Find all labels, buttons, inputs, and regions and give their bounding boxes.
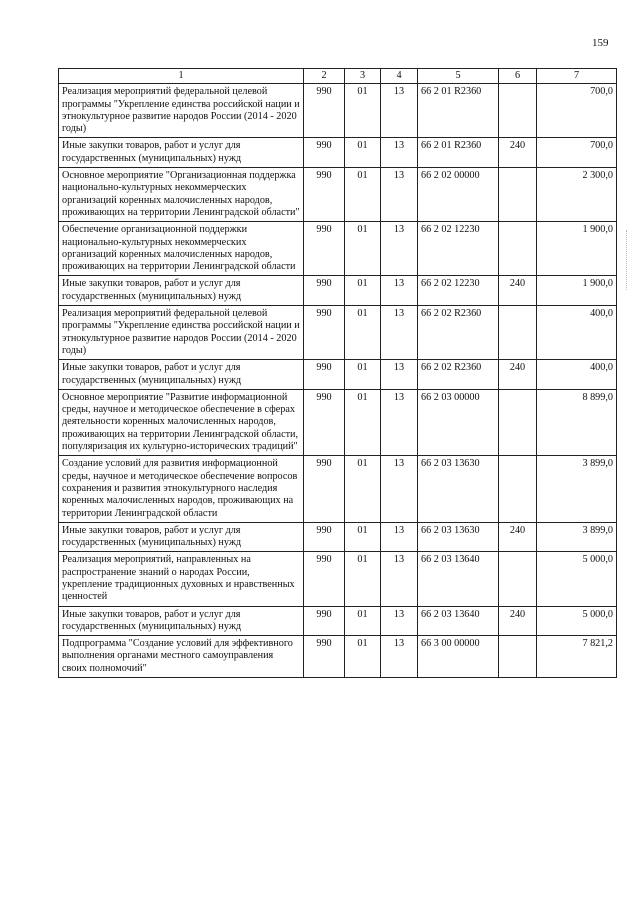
expense-name-cell: Иные закупки товаров, работ и услуг для государственных (муниципальных) нужд [59, 522, 304, 552]
table-row [59, 306, 617, 360]
subsection-code-cell: 13 [381, 168, 418, 222]
expense-type-cell: 240 [499, 522, 537, 552]
expense-type-cell [499, 306, 537, 360]
expense-name-cell: Иные закупки товаров, работ и услуг для государственных (муниципальных) нужд [59, 138, 304, 168]
subsection-code-cell: 13 [381, 222, 418, 276]
expense-type-cell: 240 [499, 138, 537, 168]
grbs-code-cell: 990 [304, 84, 345, 138]
table-row [59, 168, 617, 222]
column-header: 4 [381, 69, 418, 84]
target-article-cell: 66 2 03 13630 [418, 522, 499, 552]
column-header: 3 [345, 69, 381, 84]
expense-type-cell [499, 456, 537, 522]
expense-type-cell [499, 84, 537, 138]
expense-name-cell: Создание условий для развития информационной среды, научное и методическое обеспечение вопросов сохранения и развития этнокультурного наследия коренных малочисленных народов, проживающих на территории Ленинградской области [59, 456, 304, 522]
table-row [59, 276, 617, 306]
expense-name-cell: Иные закупки товаров, работ и услуг для государственных (муниципальных) нужд [59, 360, 304, 390]
expense-name-cell: Обеспечение организационной поддержки национально-культурных некоммерческих организаций коренных малочисленных народов, проживающих на территории Ленинградской области [59, 222, 304, 276]
amount-cell: 400,0 [537, 306, 617, 360]
grbs-code-cell: 990 [304, 606, 345, 636]
budget-table-body [59, 69, 617, 678]
section-code-cell: 01 [345, 522, 381, 552]
section-code-cell: 01 [345, 636, 381, 678]
amount-cell: 8 899,0 [537, 389, 617, 455]
column-header: 1 [59, 69, 304, 84]
table-row [59, 456, 617, 522]
subsection-code-cell: 13 [381, 276, 418, 306]
target-article-cell: 66 2 03 13640 [418, 552, 499, 606]
table-row [59, 552, 617, 606]
subsection-code-cell: 13 [381, 456, 418, 522]
amount-cell: 700,0 [537, 138, 617, 168]
section-code-cell: 01 [345, 222, 381, 276]
grbs-code-cell: 990 [304, 522, 345, 552]
expense-type-cell [499, 222, 537, 276]
subsection-code-cell: 13 [381, 606, 418, 636]
grbs-code-cell: 990 [304, 222, 345, 276]
table-row [59, 138, 617, 168]
section-code-cell: 01 [345, 168, 381, 222]
expense-name-cell: Иные закупки товаров, работ и услуг для государственных (муниципальных) нужд [59, 606, 304, 636]
expense-type-cell [499, 636, 537, 678]
expense-type-cell: 240 [499, 606, 537, 636]
grbs-code-cell: 990 [304, 552, 345, 606]
section-code-cell: 01 [345, 606, 381, 636]
section-code-cell: 01 [345, 389, 381, 455]
section-code-cell: 01 [345, 306, 381, 360]
table-row [59, 222, 617, 276]
table-row [59, 360, 617, 390]
budget-table [58, 68, 617, 678]
section-code-cell: 01 [345, 138, 381, 168]
table-row [59, 389, 617, 455]
subsection-code-cell: 13 [381, 306, 418, 360]
subsection-code-cell: 13 [381, 360, 418, 390]
page-number: 159 [592, 37, 609, 49]
grbs-code-cell: 990 [304, 360, 345, 390]
target-article-cell: 66 2 02 12230 [418, 222, 499, 276]
table-row [59, 522, 617, 552]
amount-cell: 1 900,0 [537, 222, 617, 276]
target-article-cell: 66 2 02 00000 [418, 168, 499, 222]
amount-cell: 7 821,2 [537, 636, 617, 678]
scan-margin-mark [626, 230, 628, 290]
amount-cell: 5 000,0 [537, 552, 617, 606]
target-article-cell: 66 2 03 13630 [418, 456, 499, 522]
amount-cell: 3 899,0 [537, 456, 617, 522]
grbs-code-cell: 990 [304, 306, 345, 360]
expense-type-cell [499, 389, 537, 455]
section-code-cell: 01 [345, 456, 381, 522]
amount-cell: 5 000,0 [537, 606, 617, 636]
subsection-code-cell: 13 [381, 636, 418, 678]
amount-cell: 1 900,0 [537, 276, 617, 306]
amount-cell: 2 300,0 [537, 168, 617, 222]
target-article-cell: 66 2 02 12230 [418, 276, 499, 306]
target-article-cell: 66 2 02 R2360 [418, 306, 499, 360]
target-article-cell: 66 2 01 R2360 [418, 138, 499, 168]
expense-name-cell: Основное мероприятие "Развитие информационной среды, научное и методическое обеспечение в сферах деятельности коренных малочисленных народов, проживающих на территории Ленинградской области, популяризация их культурно-исторических традиций" [59, 389, 304, 455]
table-row [59, 606, 617, 636]
amount-cell: 3 899,0 [537, 522, 617, 552]
expense-name-cell: Реализация мероприятий федеральной целевой программы "Укрепление единства российской нации и этнокультурное развитие народов России (2014 - 2020 годы) [59, 306, 304, 360]
amount-cell: 700,0 [537, 84, 617, 138]
grbs-code-cell: 990 [304, 456, 345, 522]
expense-name-cell: Реализация мероприятий, направленных на распространение знаний о народах России, укрепление традиционных духовных и нравственных ценностей [59, 552, 304, 606]
amount-cell: 400,0 [537, 360, 617, 390]
section-code-cell: 01 [345, 84, 381, 138]
expense-type-cell: 240 [499, 360, 537, 390]
target-article-cell: 66 2 02 R2360 [418, 360, 499, 390]
grbs-code-cell: 990 [304, 276, 345, 306]
expense-name-cell: Подпрограмма "Создание условий для эффективного выполнения органами местного самоуправления своих полномочий" [59, 636, 304, 678]
subsection-code-cell: 13 [381, 522, 418, 552]
grbs-code-cell: 990 [304, 636, 345, 678]
table-row [59, 636, 617, 678]
subsection-code-cell: 13 [381, 84, 418, 138]
target-article-cell: 66 2 03 00000 [418, 389, 499, 455]
section-code-cell: 01 [345, 552, 381, 606]
column-header: 7 [537, 69, 617, 84]
expense-name-cell: Реализация мероприятий федеральной целевой программы "Укрепление единства российской нации и этнокультурное развитие народов России (2014 - 2020 годы) [59, 84, 304, 138]
expense-name-cell: Иные закупки товаров, работ и услуг для государственных (муниципальных) нужд [59, 276, 304, 306]
target-article-cell: 66 2 01 R2360 [418, 84, 499, 138]
column-header: 6 [499, 69, 537, 84]
subsection-code-cell: 13 [381, 138, 418, 168]
grbs-code-cell: 990 [304, 389, 345, 455]
subsection-code-cell: 13 [381, 552, 418, 606]
expense-type-cell [499, 552, 537, 606]
column-header: 5 [418, 69, 499, 84]
expense-type-cell: 240 [499, 276, 537, 306]
table-row [59, 84, 617, 138]
expense-name-cell: Основное мероприятие "Организационная поддержка национально-культурных некоммерческих организаций коренных малочисленных народов, проживающих на территории Ленинградской области" [59, 168, 304, 222]
section-code-cell: 01 [345, 276, 381, 306]
target-article-cell: 66 2 03 13640 [418, 606, 499, 636]
section-code-cell: 01 [345, 360, 381, 390]
target-article-cell: 66 3 00 00000 [418, 636, 499, 678]
grbs-code-cell: 990 [304, 168, 345, 222]
subsection-code-cell: 13 [381, 389, 418, 455]
grbs-code-cell: 990 [304, 138, 345, 168]
column-header: 2 [304, 69, 345, 84]
expense-type-cell [499, 168, 537, 222]
table-header-row [59, 69, 617, 84]
